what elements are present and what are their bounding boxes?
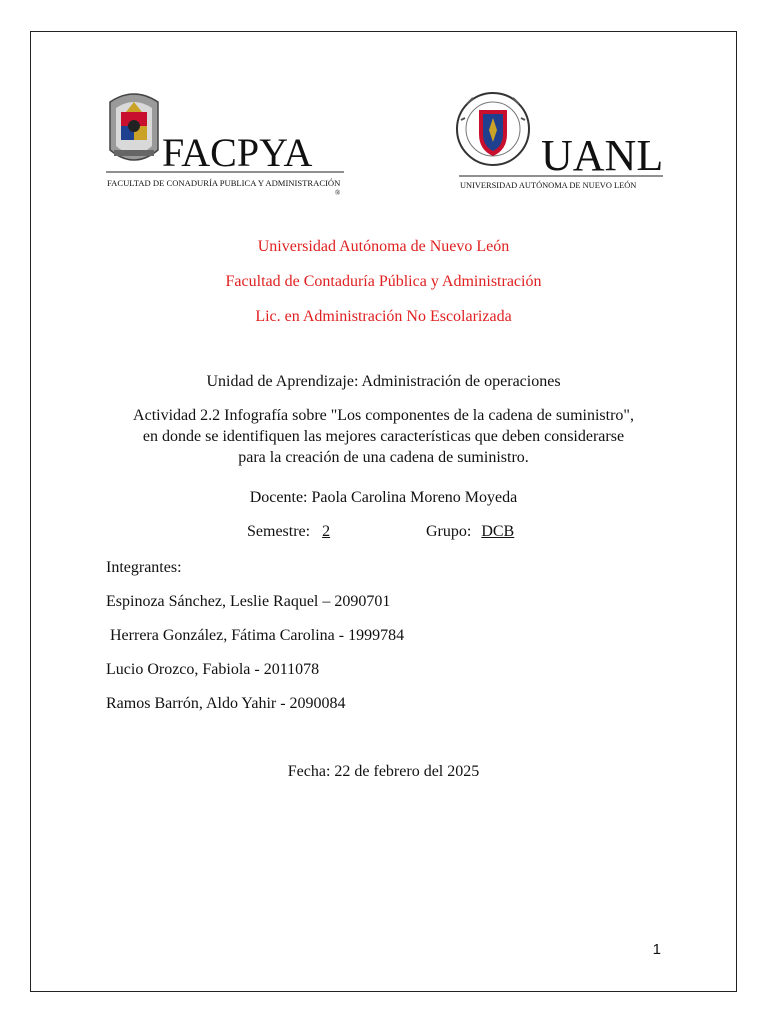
program-name: Lic. en Administración No Escolarizada	[255, 308, 512, 325]
university-name: Universidad Autónoma de Nuevo León	[257, 238, 510, 255]
facpya-wordmark: FACPYA	[162, 130, 313, 175]
member-item: Lucio Orozco, Fabiola - 2011078	[106, 661, 320, 678]
group	[426, 523, 514, 541]
group-label: Grupo:	[426, 523, 472, 540]
page-number: 1	[652, 941, 661, 958]
facpya-subtitle: FACULTAD DE CONADURÍA PUBLICA Y ADMINISTRACIÓN	[107, 178, 341, 188]
registered-mark: ®	[335, 189, 341, 197]
uanl-subtitle: UNIVERSIDAD AUTÓNOMA DE NUEVO LEÓN	[460, 181, 637, 190]
member-item: Espinoza Sánchez, Leslie Raquel – 2090701	[106, 593, 391, 610]
group-value: DCB	[481, 523, 515, 540]
activity-line: Actividad 2.2 Infografía sobre "Los componentes de la cadena de suministro",	[133, 407, 634, 424]
facpya-logo	[104, 88, 344, 198]
activity-line: para la creación de una cadena de suministro.	[238, 449, 529, 466]
semester	[247, 523, 330, 541]
date: Fecha: 22 de febrero del 2025	[287, 763, 480, 780]
semester-label: Semestre:	[247, 523, 311, 540]
facpya-shield-icon	[110, 94, 158, 160]
uanl-wordmark: UANL	[541, 131, 664, 180]
teacher-name: Docente: Paola Carolina Moreno Moyeda	[249, 489, 518, 506]
faculty-name: Facultad de Contaduría Pública y Administración	[225, 273, 542, 290]
members-heading: Integrantes:	[106, 559, 182, 576]
uanl-seal-icon	[457, 93, 529, 165]
member-item: Ramos Barrón, Aldo Yahir - 2090084	[106, 695, 346, 712]
semester-value: 2	[322, 523, 331, 540]
member-item: Herrera González, Fátima Carolina - 1999784	[110, 627, 405, 644]
learning-unit: Unidad de Aprendizaje: Administración de operaciones	[206, 373, 561, 390]
uanl-logo	[455, 90, 665, 192]
activity-description	[30, 405, 737, 468]
activity-line: en donde se identifiquen las mejores características que deben considerarse	[142, 428, 625, 445]
